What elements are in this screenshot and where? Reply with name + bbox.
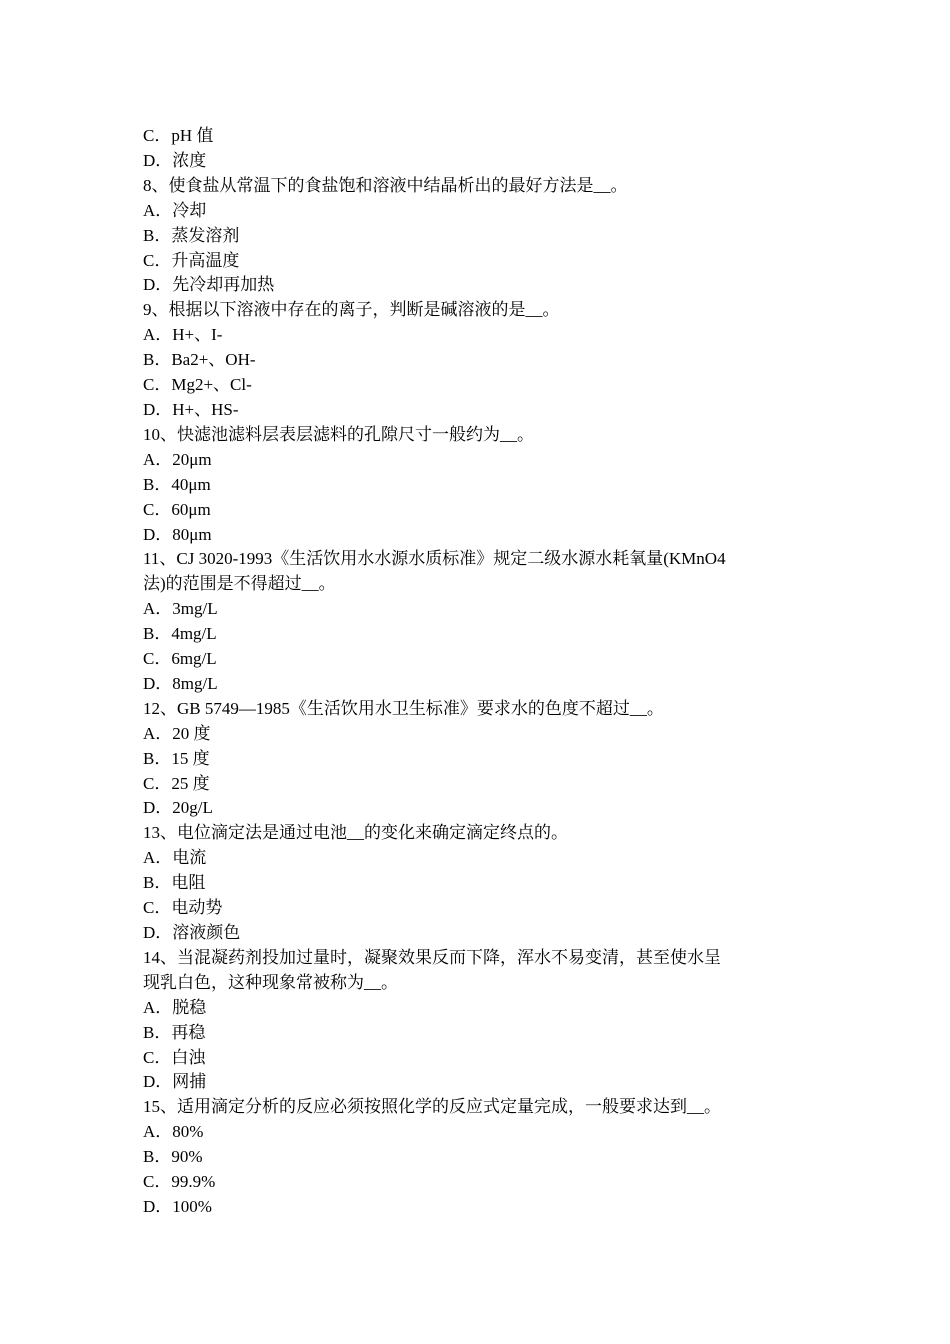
question-text: 9、根据以下溶液中存在的离子，判断是碱溶液的是__。 [143,300,560,320]
answer-option: D．溶液颜色 [143,923,241,942]
answer-option: B．40μm [143,474,211,494]
answer-option: C．白浊 [143,1047,206,1067]
answer-option: D．浓度 [143,150,207,170]
question-text: 13、电位滴定法是通过电池__的变化来确定滴定终点的。 [143,823,568,843]
document-page [143,124,815,1220]
question-text: 现乳白色，这种现象常被称为__。 [143,972,398,992]
answer-option: C．电动势 [143,898,223,918]
answer-option: A．20 度 [143,723,211,743]
question-text: 11、CJ 3020-1993《生活饮用水水源水质标准》规定二级水源水耗氧量(KMnO4 [143,549,726,569]
question-text: 法)的范围是不得超过__。 [143,574,336,594]
answer-option: B．电阻 [143,873,206,893]
answer-option: A．20μm [143,449,212,469]
question-text: 10、快滤池滤料层表层滤料的孔隙尺寸一般约为__。 [143,424,534,444]
answer-option: C．Mg2+、Cl- [143,375,252,395]
answer-option: A．冷却 [143,200,207,220]
answer-option: C．6mg/L [143,649,217,669]
answer-option: A．脱稳 [143,997,207,1017]
answer-option: D．80μm [143,524,212,544]
answer-option: C．pH 值 [143,126,214,145]
answer-option: B．再稳 [143,1022,206,1042]
answer-option: D．先冷却再加热 [143,275,275,295]
answer-option: A．H+、I- [143,325,223,345]
answer-option: C．25 度 [143,773,210,793]
answer-option: B．Ba2+、OH- [143,350,256,370]
question-text: 8、使食盐从常温下的食盐饱和溶液中结晶析出的最好方法是__。 [143,175,628,195]
answer-option: D．20g/L [143,798,213,818]
answer-option: B．15 度 [143,748,210,768]
answer-option: B．90% [143,1147,203,1167]
question-text: 15、适用滴定分析的反应必须按照化学的反应式定量完成，一般要求达到__。 [143,1097,721,1117]
answer-option: D．100% [143,1196,212,1216]
question-text: 12、GB 5749—1985《生活饮用水卫生标准》要求水的色度不超过__。 [143,698,664,718]
answer-option: B．4mg/L [143,624,217,644]
answer-option: C．99.9% [143,1172,216,1192]
answer-option: C．60μm [143,499,211,519]
question-text: 14、当混凝药剂投加过量时，凝聚效果反而下降，浑水不易变清，甚至使水呈 [143,947,721,967]
answer-option: D．8mg/L [143,673,218,693]
answer-option: D．H+、HS- [143,399,239,419]
answer-option: A．3mg/L [143,599,218,619]
answer-option: A．80% [143,1122,204,1142]
answer-option: C．升高温度 [143,250,240,270]
answer-option: B．蒸发溶剂 [143,225,240,245]
answer-option: D．网捕 [143,1072,207,1092]
answer-option: A．电流 [143,848,207,868]
